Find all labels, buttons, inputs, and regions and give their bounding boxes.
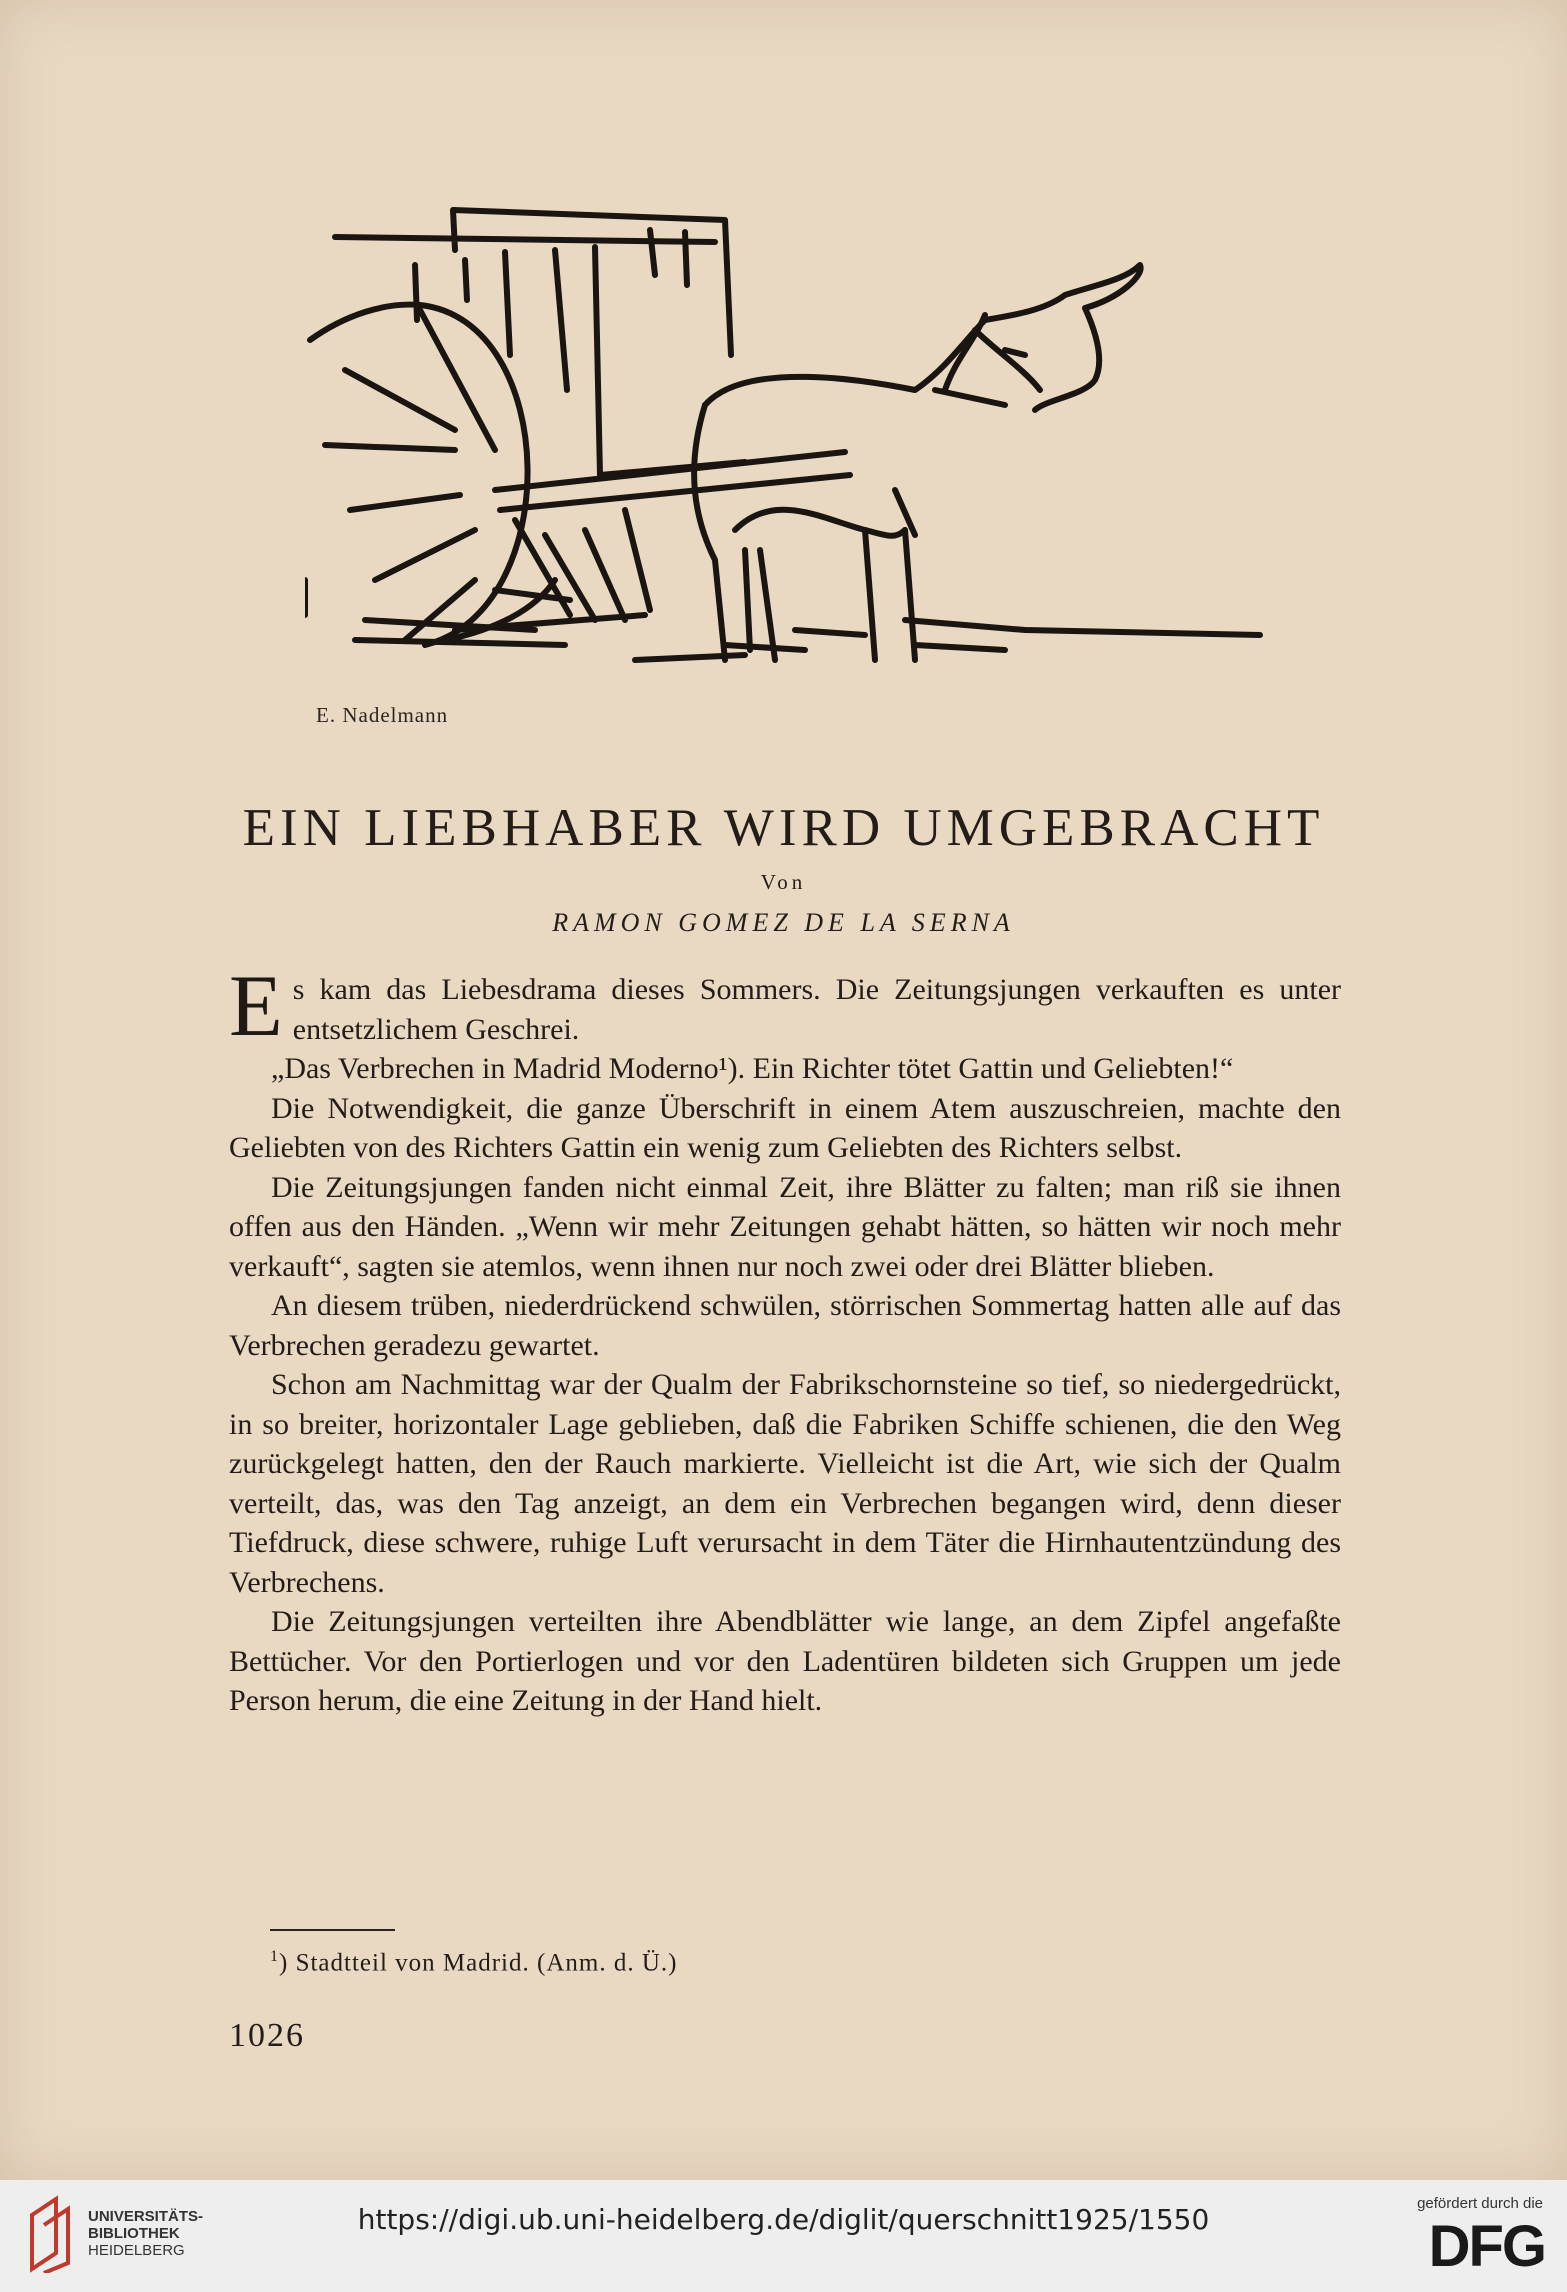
byline-von: Von bbox=[760, 870, 807, 894]
donkey-cart-drawing bbox=[305, 190, 1270, 710]
dfg-logo[interactable]: DFG bbox=[1428, 2214, 1545, 2279]
paragraph: Schon am Nachmittag war der Qualm der Fabrikschornsteine so tief, so niedergedrückt, in so breiter, horizontaler Lage geblieben, daß die Fabriken Schiffe schienen, die den Weg zurückgelegt hatten, den der Rauch markierte. Vielleicht ist die Art, wie sich der Qualm verteilt, das, was den Tag anzeigt, an dem ein Verbrechen begangen wird, denn dieser Tiefdruck, diese schwere, ruhige Luft verursacht in dem Täter die Hirnhautentzündung des Verbrechens. bbox=[229, 1368, 1341, 1599]
paragraph: Die Notwendigkeit, die ganze Überschrift in einem Atem auszuschreien, machte den Geliebten von des Richters Gattin ein wenig zum Geliebten des Richters selbst. bbox=[229, 1091, 1341, 1164]
article-title: EIN LIEBHABER WIRD UMGEBRACHT bbox=[242, 799, 1325, 857]
author-name: RAMON GOMEZ DE LA SERNA bbox=[552, 908, 1015, 937]
paragraph: Die Zeitungsjungen verteilten ihre Abendblätter wie lange, an dem Zipfel angefaßte Bettücher. Vor den Portierlogen und vor den Ladentüren bildeten sich Gruppen um jede Person herum, die eine Zeitung in der Hand hielt. bbox=[229, 1605, 1341, 1717]
dropcap: E bbox=[229, 958, 283, 1055]
permalink-url[interactable]: https://digi.ub.uni-heidelberg.de/diglit/querschnitt1925/1550 bbox=[357, 2203, 1210, 2236]
article-body bbox=[229, 958, 1341, 1721]
footer-bar bbox=[0, 2180, 1567, 2292]
paragraph: Die Zeitungsjungen fanden nicht einmal Zeit, ihre Blätter zu falten; man riß sie ihnen offen aus den Händen. „Wenn wir mehr Zeitungen gehabt hätten, so hätten wir noch mehr verkauft“, sagten sie atemlos, wenn ihnen nur noch zwei oder drei Blätter blieben. bbox=[229, 1170, 1341, 1283]
library-line: UNIVERSITÄTS- bbox=[88, 2208, 204, 2225]
footnote-rule bbox=[270, 1929, 395, 1931]
paragraph bbox=[229, 958, 1341, 1055]
paragraph: „Das Verbrechen in Madrid Moderno¹). Ein Richter tötet Gattin und Geliebten!“ bbox=[271, 1052, 1234, 1085]
footnote bbox=[270, 1948, 677, 1977]
paragraph: An diesem trüben, niederdrückend schwülen, störrischen Sommertag hatten alle auf das Verbrechen geradezu gewartet. bbox=[229, 1289, 1341, 1362]
footnote-mark: 1 bbox=[270, 1948, 279, 1965]
footnote-text: ) Stadtteil von Madrid. (Anm. d. Ü.) bbox=[279, 1949, 678, 1977]
library-line: HEIDELBERG bbox=[88, 2242, 185, 2259]
library-line: BIBLIOTHEK bbox=[88, 2225, 180, 2242]
illustration-credit: E. Nadelmann bbox=[316, 703, 449, 727]
page-number: 1026 bbox=[229, 2017, 305, 2054]
first-paragraph-text: s kam das Liebesdrama dieses Sommers. Die Zeitungsjungen verkauften es unter entsetzlichem Geschrei. bbox=[292, 973, 1341, 1046]
funding-note: gefördert durch die bbox=[1417, 2195, 1543, 2212]
